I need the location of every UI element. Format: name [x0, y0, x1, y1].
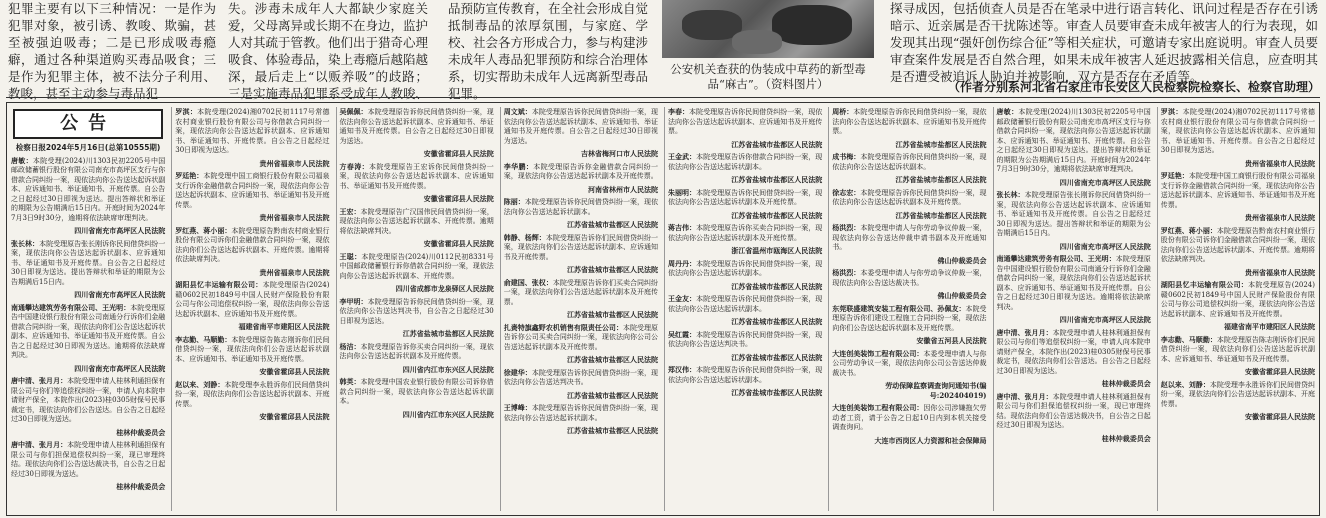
- issuing-court: 江苏省盐城市盐都区人民法院: [895, 210, 987, 220]
- issuing-court: 江苏省盐城市盐都区人民法院: [567, 390, 658, 400]
- issuing-court: 四川省南充市高坪区人民法院: [1059, 241, 1151, 251]
- issuing-court: 江苏省盐城市盐都区人民法院: [731, 352, 823, 362]
- column-divider: [1157, 107, 1158, 511]
- issuing-court: 江苏省盐城市盐都区人民法院: [731, 281, 823, 291]
- notice-entry: [1161, 107, 1315, 156]
- issuing-court: 安徽省霍邱县人民法院: [259, 367, 330, 376]
- notice-entry: [1161, 171, 1315, 210]
- column-divider: [828, 107, 829, 511]
- addressee-name: 南通攀达建筑劳务有限公司、王光明：: [11, 302, 131, 312]
- notice-entry: [668, 259, 822, 279]
- notice-text: 本院受理申请人桂林利通担保有限公司与你们等追偿权纠纷一案，申请人向本院申请财产保全，本院作出(2023)桂0305财保号民事裁定书，现依法向你们公告送达。自公告之日起经过30日即视为送达。: [996, 328, 1151, 375]
- notice-text: 本院受理原告诉你们建设工程施工合同纠纷一案，现依法向你们公告送达起诉状副本及开庭传票。: [832, 304, 987, 332]
- addressee-name: 李甲明：: [339, 296, 368, 306]
- notice-entry: [997, 107, 1151, 175]
- issuing-court: 劳动保障监察调查询问通知书(编号:202404019): [885, 381, 987, 400]
- column-divider: [171, 107, 172, 511]
- notice-entry: [340, 207, 494, 237]
- issuing-court: 江苏省盐城市盐都区人民法院: [567, 355, 658, 364]
- addressee-name: 韩英：: [339, 377, 361, 386]
- article-column-2: [228, 0, 429, 101]
- issuing-court: 桂林仲裁委员会: [1101, 433, 1151, 443]
- notice-text: 本院受理原告(2024)川0112民初8331号中国邮政储蓄银行诉你借款合同纠纷一案，现依法向你公告送达起诉状副本、开庭传票。: [339, 252, 494, 280]
- notice-text: 本院受理原告诉你民间借贷纠纷一案，现依法向你公告送达起诉状副本。: [668, 295, 823, 313]
- notice-text: 本院受理原告诉你民间借贷纠纷一案，现依法向你公告送达起诉状副本、应诉通知书及开庭传票。: [668, 108, 823, 135]
- notice-entry: [340, 297, 494, 327]
- notice-text: 本院受理原告诉你买卖合同纠纷一案，现依法向你公告送达起诉状副本及开庭传票。: [339, 342, 494, 360]
- issuing-court: 佛山仲裁委员会: [937, 291, 987, 300]
- addressee-name: 王金友：: [668, 294, 697, 303]
- article-text: 失。涉毒未成年人大都缺少家庭关爱，父母离异或长期不在身边，监护人对其疏于管教。他们出于猎奇心理吸食、体验毒品，染上毒瘾后越陷越深，最后走上“以贩养吸”的歧路；三是实施毒品犯罪系受成年人教唆、: [228, 1, 429, 101]
- issuing-court: 安徽省霍邱县人民法院: [423, 194, 494, 203]
- notice-entry: [175, 171, 329, 210]
- issuing-court: 吉林省梅河口市人民法院: [581, 149, 658, 158]
- addressee-name: 唐敏：: [996, 107, 1019, 116]
- notice-entry: [175, 226, 329, 265]
- notice-text: 本院受理中国农业银行股份有限公司诉你借款合同纠纷一案，现依法向你公告送达起诉状副本。: [339, 378, 494, 405]
- notice-text: 因你公司涉嫌拖欠劳动者工资，请于公告之日起10日内到本机关接受调查询问。: [832, 404, 987, 431]
- notice-text: 本院受理原告诉你们买卖合同纠纷一案，现依法向你们公告送达起诉状副本及开庭传票。: [503, 278, 659, 306]
- notice-entry: [11, 376, 165, 425]
- issuing-court: 贵州省福泉市人民法院: [1245, 213, 1315, 222]
- issuing-court: 江苏省盐城市盐都区人民法院: [895, 139, 987, 149]
- notice-entry: [668, 152, 822, 172]
- issuing-court: 福建省南平市建阳区人民法院: [238, 322, 330, 331]
- notice-title: 公告: [13, 109, 163, 139]
- issuing-court: 贵州省福泉市人民法院: [259, 158, 330, 168]
- issuing-court: 江苏省盐城市盐都区人民法院: [731, 175, 823, 184]
- addressee-name: 吴红霞：: [668, 329, 697, 339]
- addressee-name: 唐中清、张月月：: [996, 327, 1053, 337]
- notice-text: 本委受理申请人与你劳动争议仲裁一案，现依法向你公告送达裁决书。: [832, 269, 987, 287]
- issuing-court: 四川省内江市东兴区人民法院: [402, 409, 494, 419]
- issuing-court: 贵州省福泉市人民法院: [259, 213, 330, 222]
- notice-entry: [832, 349, 986, 379]
- notice-section: [6, 102, 1320, 516]
- issuing-court: 河南省林州市人民法院: [588, 184, 658, 194]
- addressee-name: 徐志宏：: [832, 187, 861, 197]
- notice-text: 本院受理申请人桂林利通担保有限公司与你们等追偿权纠纷一案，申请人向本院申请财产保全，本院作出(2023)桂0305财保号民事裁定书，现依法向你们公告送达。自公告之日起经过30日即视为送达。: [11, 377, 166, 423]
- notice-entry: [668, 223, 822, 243]
- notice-entry: [175, 107, 329, 156]
- issuing-court: 佛山仲裁委员会: [937, 255, 987, 265]
- notice-text: 本院受理原告诉你民间借贷纠纷一案，现依法向你公告送达起诉状副本。: [668, 366, 823, 384]
- addressee-name: 罗淇：: [175, 107, 198, 116]
- notice-text: 本院受理李永胜诉你们民间借贷纠纷一案，现依法向你们公告送达起诉状副本、开庭传票。: [1160, 380, 1316, 408]
- issuing-court: 桂林仲裁委员会: [116, 427, 166, 437]
- notice-text: 本院受理申请人与你劳动争议仲裁一案，现依法向你公告送达仲裁申请书副本及开庭通知书。: [832, 224, 987, 251]
- issuing-court: 江苏省盐城市盐都区人民法院: [731, 388, 823, 397]
- addressee-name: 李志勤、马顺勤：: [175, 334, 232, 344]
- addressee-name: 唐中清、张月月：: [11, 440, 68, 449]
- notice-text: 本院受理原告诉你们民间借贷纠纷一案，现依法向你们公告送达起诉状副本、应诉通知书及开庭传票。: [503, 233, 659, 261]
- addressee-name: 郑汉伟：: [668, 365, 697, 374]
- issue-date-line: 检察日报2024年5月16日(总第10555期): [15, 143, 161, 152]
- addressee-name: 杨洁：: [339, 341, 361, 351]
- notice-text: 本院受理原告诉你民间借贷纠纷一案，现依法向你公告送达判决书，自公告之日起经过30日即视为送达。: [339, 297, 494, 325]
- notice-entry: [11, 303, 165, 361]
- notice-text: 本院受理原告诉你民间借贷纠纷一案，现依法向你公告送达起诉状副本。: [832, 153, 987, 171]
- drug-photo: [662, 0, 874, 58]
- notice-text: 本院受理申请人桂林利通担保有限公司与你们担保追偿权纠纷一案，现已审理终结。现依法向你们公告送达裁决书，自公告之日起经过30日即视为送达。: [11, 441, 166, 478]
- notice-entry: [832, 223, 986, 253]
- notice-entry: [11, 239, 165, 288]
- addressee-name: 蒋吉伟：: [668, 223, 697, 232]
- issuing-court: 安徽省霍邱县人民法院: [1245, 367, 1315, 376]
- addressee-name: 韩静、杨辉：: [503, 232, 546, 242]
- addressee-name: 罗红燕、蒋小丽：: [1160, 225, 1217, 235]
- addressee-name: 李春：: [668, 107, 690, 116]
- notice-text: 本院受理原告陈志刚诉你们民间借贷纠纷一案，现依法向你们公告送达起诉状副本、应诉通知书、举证通知书及开庭传票。: [175, 335, 330, 363]
- notice-text: 本院受理中国工商银行股份有限公司福泉支行诉你金融借款合同纠纷一案，现依法向你公告送达起诉状副本、应诉通知书、举证通知书及开庭传票。: [175, 172, 330, 209]
- notice-text: 本院受理原告诉你民间借贷纠纷一案，现依法向你公告送达起诉状副本、应诉通知书、举证通知书及开庭传票。自公告之日起经过30日即视为送达。: [503, 108, 659, 145]
- addressee-name: 扎赉特旗鑫野农机销售有限责任公司：: [503, 322, 623, 332]
- notice-entry: [832, 304, 986, 334]
- issuing-court: 四川省成都市龙泉驿区人民法院: [395, 284, 494, 293]
- issuing-court: 江苏省盐城市盐都区人民法院: [567, 310, 658, 319]
- notice-text: 本院受理原告张长刚诉你民间借贷纠纷一案，现依法向你公告送达起诉状副本、应诉通知书、举证通知书及开庭传票。自公告之日起经过30日即视为送达。提出答辩状和举证的期限为公告期满后15日内。: [996, 191, 1151, 237]
- notice-column-4: [504, 107, 658, 513]
- notice-entry: [504, 368, 658, 388]
- issuing-court: 安徽省五河县人民法院: [916, 336, 987, 345]
- notice-text: 本院受理原告陈志刚诉你们民间借贷纠纷一案，现依法向你们公告送达起诉状副本、应诉通知书、举证通知书及开庭传票。: [1160, 335, 1316, 363]
- notice-entry: [997, 190, 1151, 239]
- notice-entry: [340, 377, 494, 407]
- notice-text: 本院受理原告诉你民间借贷纠纷一案，现依法向你公告送达起诉状副本。: [503, 198, 659, 216]
- addressee-name: 李华鹏：: [503, 161, 534, 171]
- issuing-court: 安徽省霍邱县人民法院: [423, 149, 494, 158]
- notice-entry: [340, 107, 494, 146]
- notice-text: 本院受理原告诉你金融借款合同纠纷一案，现依法向你公告送达起诉状副本及开庭传票。: [503, 162, 659, 180]
- addressee-name: 王宏：: [339, 206, 361, 216]
- notice-text: 本院受理原告诉你民间借贷纠纷一案，现依法向你公告送达起诉状副本。: [503, 404, 659, 422]
- addressee-name: 大连创美装饰工程有限公司：: [832, 403, 924, 412]
- addressee-name: 南通攀达建筑劳务有限公司、王光明：: [996, 254, 1116, 263]
- notice-text: 本院受理原告中国建设银行股份有限公司南通分行诉你们金融借款合同纠纷一案，现依法向你们公告送达起诉状副本、应诉通知书、举证通知书及开庭传票。自公告之日起经过30日即视为送达。逾期将依法缺席判决。: [996, 255, 1151, 311]
- notice-text: 本院受理原告(2024)赣0602民初1849号中国人民财产保险股份有限公司与你公司追偿权纠纷一案，现依法向你公告送达起诉状副本、应诉通知书及开庭传票。: [175, 281, 330, 318]
- notice-entry: [1161, 335, 1315, 365]
- issuing-court: 江苏省盐城市盐都区人民法院: [567, 220, 658, 229]
- issuing-court: 江苏省盐城市盐都区人民法院: [731, 317, 823, 326]
- addressee-name: 王聪：: [339, 251, 362, 261]
- addressee-name: 赵以来、刘静：: [1160, 379, 1210, 389]
- addressee-name: 罗红燕、蒋小丽：: [175, 225, 232, 235]
- issuing-court: 安徽省霍邱县人民法院: [423, 239, 494, 248]
- issuing-court: 桂林仲裁委员会: [1101, 379, 1151, 388]
- issuing-court: 大连市西岗区人力资源和社会保障局: [874, 435, 987, 445]
- article-column-3: [448, 0, 649, 101]
- notice-text: 本院受理原告诉你民间借贷纠纷一案，现依法向你公告送达起诉状副本及开庭传票。: [832, 188, 987, 206]
- notice-entry: [997, 254, 1151, 312]
- notice-text: 本院受理(2024)川1303民初2205号中国邮政储蓄银行股份有限公司南充市高坪区支行与你借款合同纠纷一案，现依法向你公告送达起诉状副本、应诉通知书、举证通知书、开庭传票。自公告之日起经过30日即视为送达。提出答辩状和举证的期限为公告期满后15日内。开庭时间为2024年7月3日9时30分，逾期将依法缺席审理判决。: [11, 156, 166, 222]
- addressee-name: 湖阳县忆丰运输有限公司：: [175, 280, 263, 289]
- issuing-court: 江苏省盐城市盐都区人民法院: [567, 426, 658, 435]
- issuing-court: 安徽省霍邱县人民法院: [259, 412, 330, 421]
- notice-entry: [668, 188, 822, 208]
- issuing-court: 四川省内江市东兴区人民法院: [402, 364, 494, 374]
- notice-text: 本委受理申请人与你公司劳动争议一案，现依法向你公司公告送达仲裁裁决书。: [832, 349, 987, 377]
- notice-entry: [997, 392, 1151, 431]
- notice-entry: [11, 156, 165, 224]
- addressee-name: 杨洪烈：: [832, 223, 861, 232]
- addressee-name: 方春涛：: [339, 161, 369, 171]
- addressee-name: 朱丽明：: [668, 187, 697, 197]
- issuing-court: 四川省南充市高坪区人民法院: [1059, 315, 1151, 324]
- notice-entry: [504, 233, 658, 263]
- notice-entry: [175, 280, 329, 319]
- notice-entry: [668, 365, 822, 385]
- notice-text: 本院受理原告中国建设银行股份有限公司南通分行诉你们金融借款合同纠纷一案，现依法向你们公告送达起诉状副本、应诉通知书、举证通知书及开庭传票。自公告之日起经过30日即视为送达。逾期将依法缺席判决。: [11, 303, 166, 359]
- addressee-name: 杨洪烈：: [832, 268, 861, 277]
- notice-text: 本院受理原告诉你公司买卖合同纠纷一案，现依法向你公司公告送达起诉状副本及开庭传票。: [503, 323, 659, 351]
- article-text: 犯罪主要有以下三种情况：一是作为犯罪对象，被引诱、教唆、欺骗，甚至被强迫吸毒；二是已形成吸毒瘾癖，通过各种渠道购买毒品吸食；三是作为犯罪主体，被不法分子利用、教唆，甚至主动参与毒品犯: [8, 1, 216, 101]
- issuing-court: 贵州省福泉市人民法院: [1245, 158, 1315, 168]
- notice-entry: [504, 107, 658, 146]
- notice-entry: [1161, 280, 1315, 319]
- notice-text: 本院受理原告诉你民间借贷纠纷一案，现依法向你公告送达判决书。: [503, 368, 659, 386]
- addressee-name: 王金武：: [668, 152, 697, 161]
- issuing-court: 四川省南充市高坪区人民法院: [74, 363, 166, 373]
- addressee-name: 周桥：: [832, 107, 854, 116]
- addressee-name: 王博峰：: [503, 403, 532, 412]
- addressee-name: 湖阳县忆丰运输有限公司：: [1160, 280, 1249, 289]
- notice-entry: [832, 152, 986, 172]
- notice-text: 本院受理原告诉你民间借贷纠纷一案，现依法向你公告送达起诉状副本、应诉通知书、举证通知书及开庭传票。自公告之日起经过30日即视为送达。: [339, 108, 494, 145]
- addressee-name: 赵以来、刘静：: [175, 379, 225, 389]
- notice-column-7: [997, 107, 1151, 513]
- notice-text: 本院受理原告广汉国伟民间借贷纠纷一案，现依法向你公告送达起诉状副本、开庭传票。逾期将依法缺席判决。: [339, 207, 494, 235]
- addressee-name: 李志勤、马顺勤：: [1160, 334, 1217, 344]
- notice-entry: [832, 403, 986, 433]
- addressee-name: 张长林：: [996, 190, 1025, 199]
- article-text: 探寻成因，包括侦查人员是否在笔录中进行语言转化、讯问过程是否存在引诱暗示、近亲属是否干扰陈述等。审查人员要审查未成年被害人的行为表现，如发现其出现“强奸创伤综合征”等相关症状，可邀请专家出庭说明。审查人员要审查案件发展是否自然合理，如果未成年被害人延迟披露相关信息，应查明其是否遭受被追诉人胁迫并被影响，双方是否存在矛盾等。: [890, 1, 1318, 84]
- addressee-name: 罗廷艳：: [1160, 171, 1189, 180]
- column-divider: [336, 107, 337, 511]
- notice-entry: [175, 380, 329, 410]
- author-byline: （作者分别系河北省石家庄市长安区人民检察院检察长、检察官助理）: [947, 80, 1320, 94]
- addressee-name: 张长林：: [11, 238, 40, 248]
- notice-entry: [340, 342, 494, 362]
- notice-entry: [175, 335, 329, 365]
- issuing-court: 江苏省盐城市盐都区人民法院: [567, 265, 658, 274]
- issuing-court: 福建省南平市建阳区人民法院: [1224, 322, 1315, 331]
- addressee-name: 东莞联盛建筑安装工程有限公司、孙佩友：: [832, 303, 966, 313]
- notice-text: 本院受理(2024)川1303民初2205号中国邮政储蓄银行股份有限公司南充市高坪区支行与你借款合同纠纷一案，现依法向你公告送达起诉状副本、应诉通知书、举证通知书、开庭传票。自公告之日起经过30日即视为送达。提出答辩状和举证的期限为公告期满后15日内。开庭时间为2024年7月3日9时30分，逾期将依法缺席审理判决。: [996, 108, 1151, 173]
- issuing-court: 江苏省盐城市盐都区人民法院: [895, 175, 987, 184]
- notice-text: 本院受理原告诉你民间借贷纠纷一案，现依法向你公告送达起诉状副本、应诉通知书及开庭传票。: [832, 108, 987, 135]
- notice-text: 本院受理原告诉你民间借贷纠纷一案，现依法向你公告送达判决书。: [668, 330, 823, 348]
- issuing-court: 浙江省温州市瓯海区人民法院: [731, 246, 823, 255]
- notice-entry: [504, 403, 658, 423]
- issuing-court: 江苏省盐城市盐都区人民法院: [731, 139, 823, 149]
- notice-text: 本院受理申请人桂林利通担保有限公司与你们担保追偿权纠纷一案，现已审理终结。现依法向你们公告送达裁决书，自公告之日起经过30日即视为送达。: [996, 392, 1151, 429]
- notice-column-6: [832, 107, 986, 513]
- notice-entry: [832, 268, 986, 288]
- addressee-name: 周文斌：: [503, 107, 532, 116]
- notice-entry: [832, 107, 986, 137]
- addressee-name: 大连创美装饰工程有限公司：: [832, 348, 924, 358]
- notice-text: 本院受理原告黔南农村商业银行股份有限公司诉你们金融借款合同纠纷一案，现依法向你们公告送达起诉状副本、开庭传票。逾期将依法缺席判决。: [1160, 226, 1316, 263]
- notice-column-2: [175, 107, 329, 513]
- addressee-name: 徐建华：: [503, 367, 532, 377]
- issuing-court: 四川省南充市高坪区人民法院: [1059, 177, 1151, 187]
- notice-text: 本院受理原告(2024)赣0602民初1849号中国人民财产保险股份有限公司与你公司追偿权纠纷一案，现依法向你公告送达起诉状副本、应诉通知书及开庭传票。: [1160, 281, 1315, 318]
- section-divider: [6, 97, 1320, 98]
- column-divider: [500, 107, 501, 511]
- issuing-court: 桂林仲裁委员会: [116, 482, 166, 491]
- addressee-name: 罗淇：: [1160, 107, 1183, 116]
- notice-text: 本院受理原告诉你民间借贷纠纷一案，现依法向你公告送达起诉状副本及开庭传票。: [668, 188, 823, 206]
- notice-entry: [1161, 226, 1315, 265]
- article-column-1: [8, 0, 216, 101]
- notice-entry: [504, 278, 658, 308]
- issuing-court: 安徽省霍邱县人民法院: [1245, 412, 1315, 421]
- notice-column-3: [340, 107, 494, 513]
- issuing-court: 江苏省盐城市盐都区人民法院: [402, 329, 494, 338]
- addressee-name: 周丹丹：: [668, 258, 697, 268]
- notice-text: 本院受理李永胜诉你们民间借贷纠纷一案，现依法向你们公告送达起诉状副本、开庭传票。: [175, 380, 330, 408]
- notice-text: 本院受理原告黔南农村商业银行股份有限公司诉你们金融借款合同纠纷一案，现依法向你们公告送达起诉状副本、开庭传票。逾期将依法缺席判决。: [175, 226, 330, 263]
- notice-text: 本院受理原告诉你买卖合同纠纷一案，现依法向你公告送达起诉状副本及开庭传票。: [668, 224, 823, 242]
- photo-caption: 公安机关查获的伪装成中草药的新型毒品“麻古”。（资料图片）: [670, 62, 866, 91]
- notice-text: 本院受理原告王宏诉你民间借贷纠纷一案，现依法向你公告送达起诉状副本、应诉通知书、举证通知书及开庭传票。: [339, 162, 494, 190]
- addressee-name: 俞建国、张权：: [503, 277, 553, 287]
- addressee-name: 唐中清、张月月：: [996, 391, 1053, 401]
- notice-column-5: [668, 107, 822, 513]
- addressee-name: 唐中清、张月月：: [11, 376, 68, 385]
- addressee-name: 吴佩佩：: [339, 107, 368, 116]
- notice-entry: [668, 107, 822, 137]
- addressee-name: 成书梅：: [832, 152, 861, 161]
- issuing-court: 四川省南充市高坪区人民法院: [74, 290, 166, 299]
- issuing-court: 贵州省福泉市人民法院: [1245, 267, 1315, 277]
- issuing-court: 江苏省盐城市盐都区人民法院: [731, 210, 823, 220]
- notice-text: 本院受理原告张长刚诉你民间借贷纠纷一案，现依法向你公告送达起诉状副本、应诉通知书、举证通知书及开庭传票。自公告之日起经过30日即视为送达。提出答辩状和举证的期限为公告期满后15日内。: [11, 239, 166, 286]
- notice-entry: [11, 440, 165, 479]
- notice-entry: [340, 162, 494, 192]
- addressee-name: 陈丽：: [503, 197, 525, 206]
- notice-entry: [504, 162, 658, 182]
- notice-text: 本院受理(2024)湘0702民初1117号常德农村商业银行股份有限公司与你借款合同纠纷一案，现依法向你公告送达起诉状副本、应诉通知书、举证通知书、开庭传票。自公告之日起经过30日即视为送达。: [175, 108, 330, 154]
- notice-entry: [668, 294, 822, 314]
- column-divider: [664, 107, 665, 511]
- issuing-court: 四川省南充市高坪区人民法院: [74, 226, 166, 235]
- article-column-4: [890, 0, 1318, 90]
- notice-entry: [340, 252, 494, 282]
- notice-text: 本院受理中国工商银行股份有限公司福泉支行诉你金融借款合同纠纷一案，现依法向你公告送达起诉状副本、应诉通知书、举证通知书及开庭传票。: [1160, 172, 1316, 209]
- notice-entry: [832, 188, 986, 208]
- article-section: [0, 0, 1326, 101]
- notice-entry: [668, 330, 822, 350]
- notice-entry: [997, 328, 1151, 377]
- notice-column-1: [11, 107, 165, 513]
- notice-text: 本院受理(2024)湘0702民初1117号常德农村商业银行股份有限公司与你借款合同纠纷一案，现依法向你公告送达起诉状副本、应诉通知书、举证通知书、开庭传票。自公告之日起经过30日即视为送达。: [1160, 108, 1316, 154]
- notice-text: 本院受理原告诉你借款合同纠纷一案，现依法向你公告送达起诉状副本。: [668, 153, 823, 171]
- notice-entry: [1161, 380, 1315, 410]
- addressee-name: 罗廷艳：: [175, 171, 204, 180]
- notice-text: 本院受理原告诉你民间借贷纠纷一案，现依法向你公告送达起诉状副本。: [668, 259, 823, 277]
- article-text: 品预防宣传教育，在全社会形成自觉抵制毒品的浓厚氛围，与家庭、学校、社会各方形成合力，参与构建涉未成年人毒品犯罪预防和综合治理体系，切实帮助未成年人远离新型毒品犯罪。: [448, 1, 649, 101]
- addressee-name: 唐敏：: [11, 155, 33, 165]
- notice-entry: [504, 197, 658, 217]
- column-divider: [993, 107, 994, 511]
- issuing-court: 贵州省福泉市人民法院: [259, 267, 330, 277]
- notice-entry: [504, 323, 658, 353]
- notice-column-8: [1161, 107, 1315, 513]
